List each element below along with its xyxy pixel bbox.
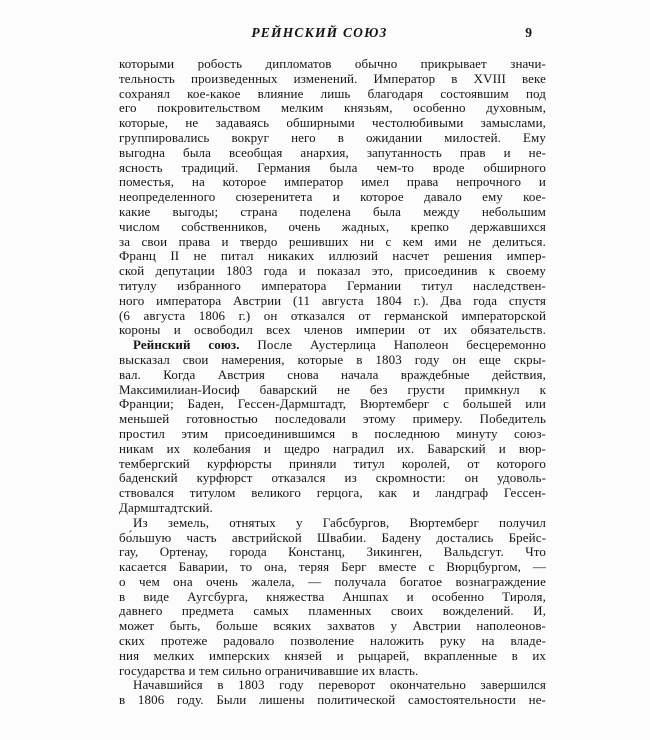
text-line: поместья, на которое император имел права непрочного и <box>119 174 546 190</box>
text-line: в 1806 году. Были лишены политической самостоятельности не- <box>119 692 546 708</box>
text-line: касается Баварии, то она, теряя Берг вместе с Вюрцбургом, — <box>119 559 546 575</box>
text-line: короны и освободил всех членов империи от их обязательств. <box>119 322 546 338</box>
text-line: ствовался титулом великого герцога, как и ландграф Гессен- <box>119 485 546 501</box>
text-line: за свои права и твердо решивших ни с кем ими не делиться. <box>119 233 546 249</box>
text-line: ских протеже радовало позволение наложить руку на владе- <box>119 633 546 649</box>
text-line: какие выгоды; страна поделена была между небольшим <box>119 203 546 219</box>
text-line: тельность произведенных изменений. Император в XVIII веке <box>119 70 546 86</box>
text-line: которые, не задаваясь обширными честолюбивыми замыслами, <box>119 115 546 131</box>
text-line: меньшей готовностью последовали этому примеру. Победитель <box>119 411 546 427</box>
text-line: числом собственников, очень жадных, крепко державшихся <box>119 218 546 234</box>
text-line: которыми робость дипломатов обычно прикрывает значи- <box>119 56 546 71</box>
text-line: (6 августа 1806 г.) он отказался от германской императорской <box>119 307 546 323</box>
text-line: гау, Ортенау, города Констанц, Зикинген, Вальдсгут. Что <box>119 544 546 560</box>
text-line: выгодна была всеобщая анархия, запутанность прав и не- <box>119 144 546 160</box>
page-header-title: РЕЙНСКИЙ СОЮЗ <box>251 25 388 40</box>
text-line: баденский курфюрст отказался из скромности: он удоволь- <box>119 470 546 486</box>
text-line: никам их колебания и щедро наградил их. Баварский и вюр- <box>119 440 546 456</box>
text-line: Франц II не питал никаких иллюзий насчет решения импер- <box>119 248 546 264</box>
text-line: его покровительством мелким князьям, особенно духовным, <box>119 100 546 116</box>
text-line: ного императора Австрии (11 августа 1804 г.). Два года спустя <box>119 292 546 308</box>
paragraph-lead-bold: Рейнский союз. <box>133 337 240 353</box>
text-line: неопределенного сюзеренитета и которое давало ему кое- <box>119 189 546 205</box>
text-line: ской депутации 1803 года и показал это, присоединив к своему <box>119 263 546 279</box>
text-line: высказал свои намерения, которые в 1803 году он еще скры- <box>119 351 546 367</box>
text-line: давнего предмета самых пламенных своих вожделений. И, <box>119 603 546 619</box>
page-body-text <box>119 57 546 708</box>
text-line: группировались вокруг него в ожидании милостей. Ему <box>119 129 546 145</box>
text-line: о чем она очень жалела, — получала богатое вознаграждение <box>119 573 546 589</box>
text-line: может быть, больше всяких захватов у Австрии наполеонов- <box>119 618 546 634</box>
text-line: Рейнский союз. После Аустерлица Наполеон бесцеремонно <box>133 337 546 353</box>
text-line: сохранял кое-какое влияние лишь благодаря состоявшим под <box>119 85 546 101</box>
text-line: Франции; Баден, Гессен-Дармштадт, Вюртемберг с большей или <box>119 396 546 412</box>
running-head <box>119 25 546 43</box>
text-line: в виде Аугсбурга, княжества Аншпах и особенно Тироля, <box>119 588 546 604</box>
text-line: простил этим присоединившимся в последнюю минуту союз- <box>119 425 546 441</box>
text-line: государства и тем сильно ограничивавшие их власть. <box>119 662 419 678</box>
text-line: Из земель, отнятых у Габсбургов, Вюртемберг получил <box>133 514 546 530</box>
text-line: ясность традиций. Германия была чем-то вроде обширного <box>119 159 546 175</box>
text-line: Дармштадтский. <box>119 499 213 515</box>
text-line: вал. Когда Австрия снова начала враждебные действия, <box>119 366 546 382</box>
text-line: Начавшийся в 1803 году переворот окончательно завершился <box>133 677 546 693</box>
text-line: титулу избранного императора Германии титул наследствен- <box>119 277 546 293</box>
page-number: 9 <box>525 25 532 40</box>
text-line: бо́льшую часть австрийской Швабии. Бадену достались Брейс- <box>119 529 546 545</box>
text-line: Максимилиан-Иосиф баварский не без грусти примкнул к <box>119 381 546 397</box>
text-line: ния мелких имперских князей и рыцарей, вкрапленные в их <box>119 647 546 663</box>
text-line: тембергский курфюрсты приняли титул королей, от которого <box>119 455 546 471</box>
